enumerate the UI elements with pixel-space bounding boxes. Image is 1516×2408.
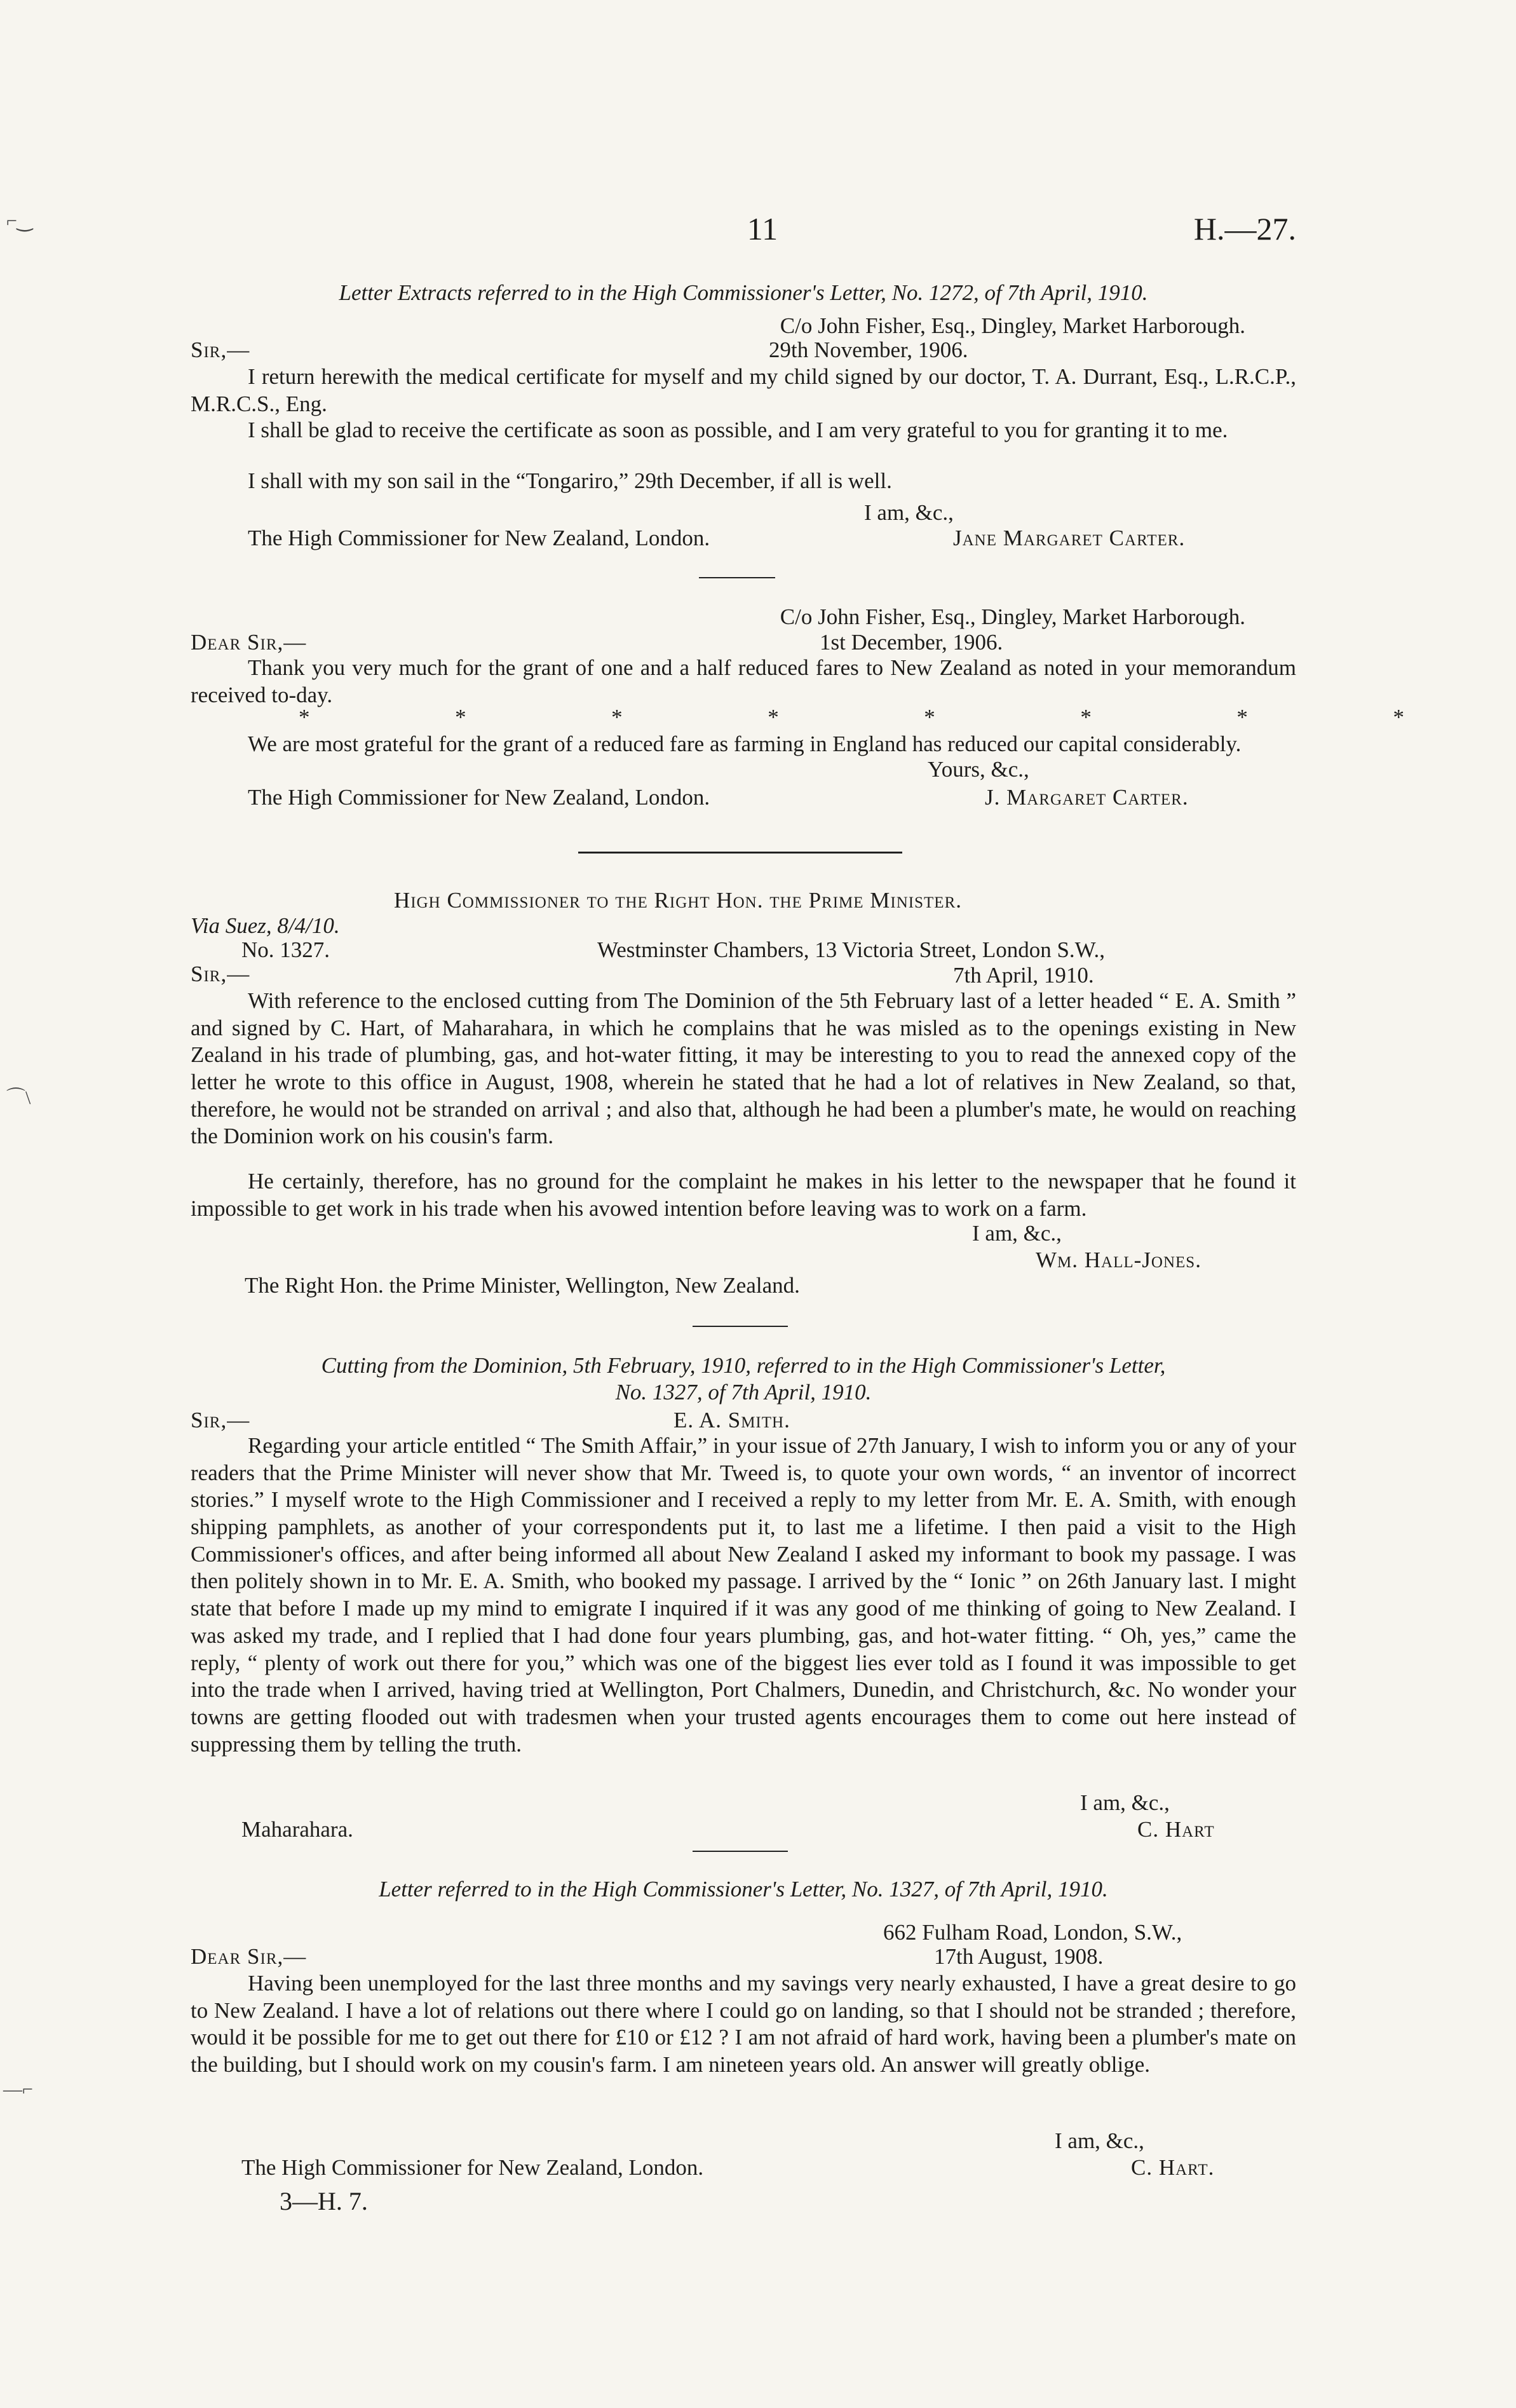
short-divider-1 <box>699 577 775 578</box>
section2-number: No. 1327. <box>241 937 330 962</box>
document-code: H.—27. <box>1193 211 1296 247</box>
section4-date: 17th August, 1908. <box>934 1944 1104 1969</box>
section2-signature: Wm. Hall-Jones. <box>1036 1248 1201 1272</box>
asterisk: * <box>768 705 779 730</box>
letter1-closing: I am, &c., <box>864 500 954 525</box>
section2-heading: High Commissioner to the Right Hon. the Prime Minister. <box>394 888 962 913</box>
section1-title: Letter Extracts referred to in the High Commissioner's Letter, No. 1272, of 7th April, 1910. <box>339 280 1148 305</box>
letter1-addressee: The High Commissioner for New Zealand, London. <box>248 526 710 550</box>
letter1-salutation: Sir,— <box>191 337 250 362</box>
long-divider <box>578 852 902 854</box>
letter2-para2: We are most grateful for the grant of a reduced fare as farming in England has reduced our capital considerably. <box>248 731 1242 756</box>
section4-signature: C. Hart. <box>1131 2155 1215 2180</box>
section2-closing: I am, &c., <box>972 1221 1062 1246</box>
asterisk: * <box>299 705 310 730</box>
letter1-para3: I shall with my son sail in the “Tongariro,” 29th December, if all is well. <box>248 468 892 493</box>
section4-title: Letter referred to in the High Commissioner's Letter, No. 1327, of 7th April, 1910. <box>379 1877 1108 1901</box>
asterisk: * <box>1236 705 1248 730</box>
asterisk: * <box>611 705 623 730</box>
section2-para1: With reference to the enclosed cutting from The Dominion of the 5th February last of a letter headed “ E. A. Smith ” and signed by C. Hart, of Maharahara, in which he complains that he was misled as to the openings existing in New Zealand in his trade of plumbing, gas, and hot-water fitting, it may be interesting to you to read the annexed copy of the letter he wrote to this office in August, 1908, wherein he stated that he had a lot of relatives in New Zealand, so that, therefore, he would not be stranded on arrival ; and also that, although he had been a plumber's mate, he would on reaching the Dominion work on his cousin's farm. <box>191 988 1296 1149</box>
section3-closing: I am, &c., <box>1080 1790 1170 1815</box>
section3-title-line2: No. 1327, of 7th April, 1910. <box>615 1380 872 1405</box>
section4-addressee: The High Commissioner for New Zealand, London. <box>241 2155 704 2180</box>
short-divider-3 <box>693 1851 788 1852</box>
section2-via: Via Suez, 8/4/10. <box>191 913 340 938</box>
section3-title-line1: Cutting from the Dominion, 5th February, 1910, referred to in the High Commissioner's Letter, <box>321 1353 1166 1378</box>
letter2-para1: Thank you very much for the grant of one and a half reduced fares to New Zealand as noted in your memorandum received to-day. <box>191 655 1296 707</box>
section3-place: Maharahara. <box>241 1817 353 1842</box>
section2-para2: He certainly, therefore, has no ground for the complaint he makes in his letter to the newspaper that he found it impossible to get work in his trade when his avowed intention before leaving was to work on a farm. <box>191 1169 1296 1221</box>
section3-salutation: Sir,— <box>191 1408 250 1432</box>
section3-signature: C. Hart <box>1137 1817 1215 1842</box>
letter2-signature: J. Margaret Carter. <box>985 785 1189 810</box>
letter1-signature: Jane Margaret Carter. <box>953 526 1186 550</box>
section2-address: Westminster Chambers, 13 Victoria Street, London S.W., <box>597 937 1106 962</box>
section2-date: 7th April, 1910. <box>953 963 1094 988</box>
letter1-address: C/o John Fisher, Esq., Dingley, Market Harborough. <box>780 313 1245 338</box>
letter2-date: 1st December, 1906. <box>820 630 1003 655</box>
page-number: 11 <box>747 211 778 247</box>
asterisk: * <box>1080 705 1092 730</box>
letter1-para2: I shall be glad to receive the certificate as soon as possible, and I am very grateful to you for granting it to me. <box>248 418 1228 442</box>
section4-salutation: Dear Sir,— <box>191 1944 307 1969</box>
section2-addressee: The Right Hon. the Prime Minister, Wellington, New Zealand. <box>245 1273 800 1298</box>
footer-signature-mark: 3—H. 7. <box>280 2187 368 2215</box>
short-divider-2 <box>693 1326 788 1327</box>
asterisk: * <box>455 705 466 730</box>
letter2-address: C/o John Fisher, Esq., Dingley, Market Harborough. <box>780 604 1245 629</box>
section3-subject: E. A. Smith. <box>673 1408 790 1432</box>
asterisk-row <box>191 704 1417 731</box>
asterisk: * <box>1393 705 1404 730</box>
section4-closing: I am, &c., <box>1055 2128 1144 2153</box>
section4-address: 662 Fulham Road, London, S.W., <box>883 1920 1182 1945</box>
letter2-salutation: Dear Sir,— <box>191 630 307 655</box>
section3-para: Regarding your article entitled “ The Smith Affair,” in your issue of 27th January, I wish to inform you or any of your readers that the Prime Minister will never show that Mr. Tweed is, to quote your own words, “ an inventor of incorrect stories.” I myself wrote to the High Commissioner and I received a reply to my letter from Mr. E. A. Smith, with enough shipping pamphlets, as another of your correspondents put it, to last me a lifetime. I then paid a visit to the High Commissioner's offices, and after being informed all about New Zealand I asked my informant to book my passage. I was then politely shown in to Mr. E. A. Smith, who booked my passage. I arrived by the “ Ionic ” on 26th January last. I might state that before I made up my mind to emigrate I inquired if it was any good of me thinking of going to New Zealand. I was asked my trade, and I replied that I had done four years plumbing, gas, and hot-water fitting. “ Oh, yes,” came the reply, “ plenty of work out there for you,” which was one of the biggest lies ever told as I found it was impossible to get into the trade when I arrived, having tried at Wellington, Port Chalmers, Dunedin, and Christchurch, &c. No wonder your towns are getting flooded out with tradesmen when your trusted agents encourages them to come out here instead of suppressing them by telling the truth. <box>191 1433 1296 1757</box>
letter2-addressee: The High Commissioner for New Zealand, London. <box>248 785 710 810</box>
margin-mark-2: ⌒\ <box>6 1087 31 1108</box>
letter1-date: 29th November, 1906. <box>769 337 968 362</box>
margin-mark-1: ⌐‿ <box>6 210 33 231</box>
section2-salutation: Sir,— <box>191 962 250 986</box>
section4-para: Having been unemployed for the last three months and my savings very nearly exhausted, I have a great desire to go to New Zealand. I have a lot of relations out there where I could go on landing, so that I should not be stranded ; therefore, would it be possible for me to get out there for £10 or £12 ? I am not afraid of hard work, having been a plumber's mate on the building, but I should work on my cousin's farm. I am nineteen years old. An answer will greatly oblige. <box>191 1971 1296 2078</box>
margin-mark-3: —⌐ <box>3 2079 33 2100</box>
letter2-closing: Yours, &c., <box>928 757 1029 782</box>
letter1-para1: I return herewith the medical certificate for myself and my child signed by our doctor, T. A. Durrant, Esq., L.R.C.P., M.R.C.S., Eng. <box>191 364 1296 416</box>
asterisk: * <box>924 705 935 730</box>
